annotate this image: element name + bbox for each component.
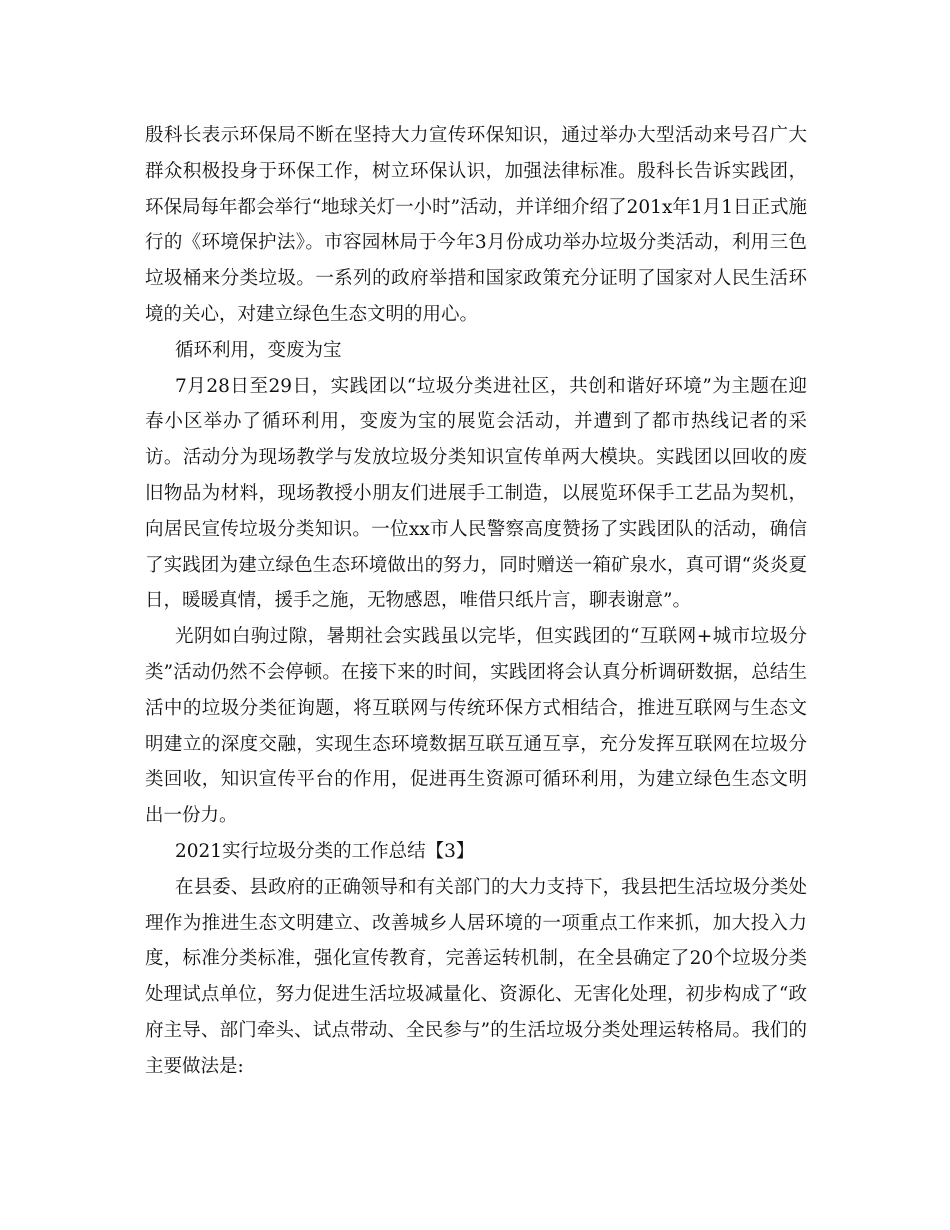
section-heading-recycling: 循环利用，变废为宝 xyxy=(175,339,342,361)
document-body xyxy=(145,118,807,1085)
paragraph-future-plans: 光阴如白驹过隙，暑期社会实践虽以完毕，但实践团的“互联网+城市垃圾分类”活动仍然不会停顿。在接下来的时间，实践团将会认真分析调研数据，总结生活中的垃圾分类征询题，将互联网与传统环保方式相结合，推进互联网与生态文明建立的深度交融，实现生态环境数据互联互通互享，充分发挥互联网在垃圾分类回收，知识宣传平台的作用，促进再生资源可循环利用，为建立绿色生态文明出一份力。 xyxy=(145,626,807,827)
paragraph-county-work: 在县委、县政府的正确领导和有关部门的大力支持下，我县把生活垃圾分类处理作为推进生态文明建立、改善城乡人居环境的一项重点工作来抓，加大投入力度，标准分类标准，强化宣传教育，完善运转机制，在全县确定了20个垃圾分类处理试点单位，努力促进生活垃圾减量化、资源化、无害化处理，初步构成了“政府主导、部门牵头、试点带动、全民参与”的生活垃圾分类处理运转格局。我们的主要做法是: xyxy=(145,876,807,1077)
paragraph-environmental-bureau: 殷科长表示环保局不断在坚持大力宣传环保知识，通过举办大型活动来号召广大群众积极投身于环保工作，树立环保认识，加强法律标准。殷科长告诉实践团，环保局每年都会举行“地球关灯一小时”活动，并详细介绍了201x年1月1日正式施行的《环境保护法》。市容园林局于今年3月份成功举办垃圾分类活动，利用三色垃圾桶来分类垃圾。一系列的政府举措和国家政策充分证明了国家对人民生活环境的关心，对建立绿色生态文明的用心。 xyxy=(145,125,807,325)
paragraph-exhibition-activity: 7月28日至29日，实践团以“垃圾分类进社区，共创和谐好环境”为主题在迎春小区举办了循环利用，变废为宝的展览会活动，并遭到了都市热线记者的采访。活动分为现场教学与发放垃圾分类知识宣传单两大模块。实践团以回收的废旧物品为材料，现场教授小朋友们进展手工制造，以展览环保手工艺品为契机，向居民宣传垃圾分类知识。一位xx市人民警察高度赞扬了实践团队的活动，确信了实践团为建立绿色生态环境做出的努力，同时赠送一箱矿泉水，真可谓“炎炎夏日，暖暖真情，援手之施，无物感恩，唯借只纸片言，聊表谢意”。 xyxy=(145,375,807,612)
section-heading-summary-3: 2021实行垃圾分类的工作总结【3】 xyxy=(175,840,475,862)
